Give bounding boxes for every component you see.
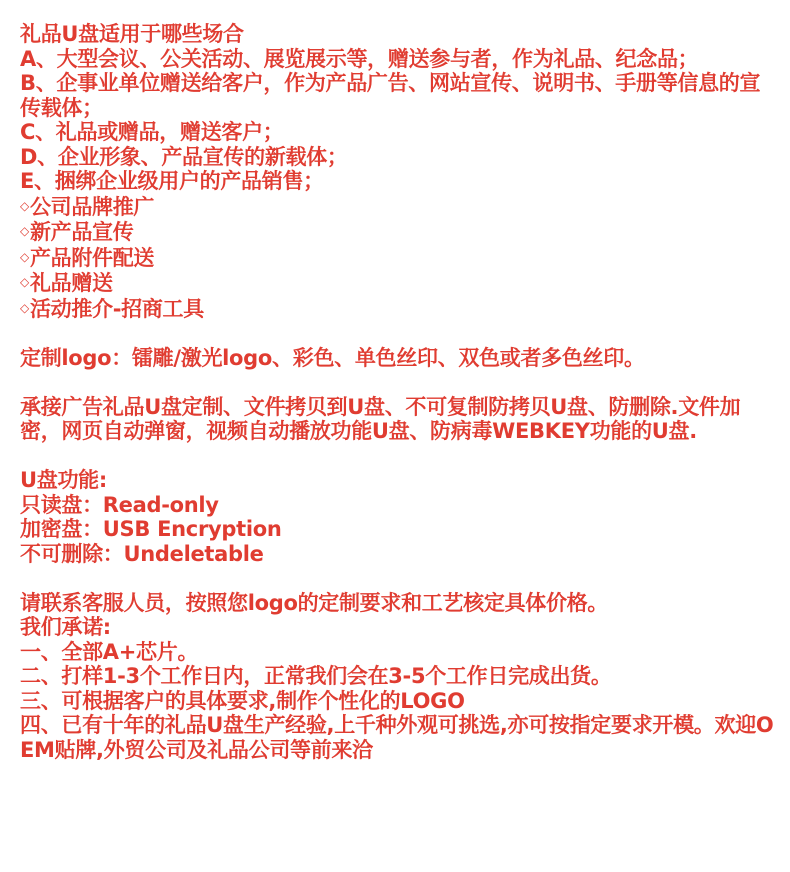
bullet-item <box>20 219 780 245</box>
feature-undeletable: 不可删除：Undeletable <box>20 541 264 566</box>
contact-text: 请联系客服人员，按照您logo的定制要求和工艺核定具体价格。 <box>20 590 609 615</box>
diamond-bullet-icon: ◇ <box>20 198 29 213</box>
section-title-usage: 礼品U盘适用于哪些场合 <box>20 22 244 46</box>
diamond-bullet-icon: ◇ <box>20 224 29 238</box>
feature-read-only: 只读盘：Read-only <box>20 492 219 517</box>
usage-item-d: D、企业形象、产品宣传的新载体； <box>20 144 348 169</box>
promise-item-4: 四、已有十年的礼品U盘生产经验,上千种外观可挑选,亦可按指定要求开模。欢迎OEM贴牌,外贸公司及礼品公司等前来洽 <box>20 713 774 762</box>
services-text: 承接广告礼品U盘定制、文件拷贝到U盘、不可复制防拷贝U盘、防删除.文件加密，网页自动弹窗，视频自动播放功能U盘、防病毒WEBKEY功能的U盘. <box>20 394 741 443</box>
bullet-text: 新产品宣传 <box>29 220 134 244</box>
diamond-bullet-icon: ◇ <box>20 249 29 264</box>
bullet-item <box>20 194 780 220</box>
diamond-bullet-icon: ◇ <box>20 275 29 289</box>
promise-item-1: 一、全部A+芯片。 <box>20 639 199 664</box>
bullet-text: 活动推介-招商工具 <box>29 296 204 321</box>
product-description <box>20 22 780 762</box>
promise-title: 我们承诺: <box>20 615 111 639</box>
promise-item-2: 二、打样1-3个工作日内，正常我们会在3-5个工作日完成出货。 <box>20 664 612 688</box>
usage-item-c: C、礼品或赠品，赠送客户； <box>20 120 284 144</box>
bullet-text: 产品附件配送 <box>29 245 155 270</box>
promise-item-3: 三、可根据客户的具体要求,制作个性化的LOGO <box>20 688 465 713</box>
features-title: U盘功能: <box>20 468 107 492</box>
logo-customization-text: 定制logo：镭雕/激光logo、彩色、单色丝印、双色或者多色丝印。 <box>20 345 645 370</box>
bullet-text: 礼品赠送 <box>29 271 113 295</box>
bullet-item <box>20 245 780 271</box>
usage-item-b: B、企事业单位赠送给客户，作为产品广告、网站宣传、说明书、手册等信息的宣传载体； <box>20 71 761 120</box>
spacer <box>20 370 780 395</box>
usage-item-e: E、捆绑企业级用户的产品销售； <box>20 169 324 193</box>
feature-encryption: 加密盘：USB Encryption <box>20 517 282 541</box>
diamond-bullet-icon: ◇ <box>20 300 29 315</box>
bullet-item <box>20 270 780 296</box>
usage-item-a: A、大型会议、公关活动、展览展示等，赠送参与者，作为礼品、纪念品； <box>20 46 699 71</box>
spacer <box>20 566 780 591</box>
spacer <box>20 444 780 469</box>
bullet-item <box>20 296 780 322</box>
bullet-text: 公司品牌推广 <box>29 194 155 219</box>
spacer <box>20 321 780 346</box>
